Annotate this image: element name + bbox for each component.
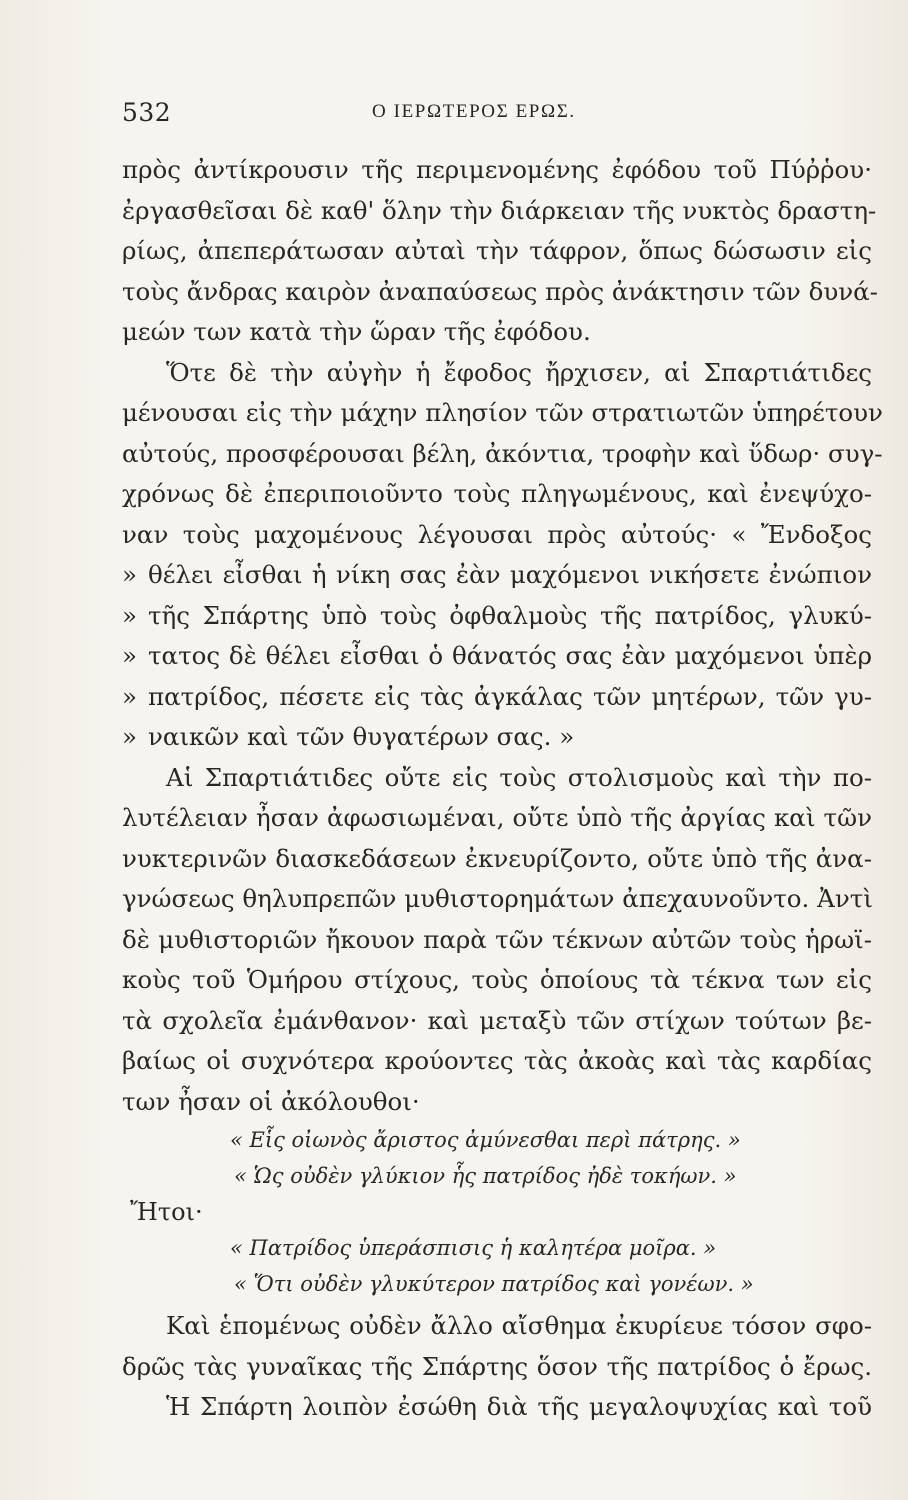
text-line: ἐργασθεῖσαι δὲ καθ' ὅλην τὴν διάρκειαν τῆς νυκτὸς δραστη- [122, 195, 877, 225]
text-line: αὐτούς, προσφέρουσαι βέλη, ἀκόντια, τροφὴν καὶ ὕδωρ· συγ- [122, 438, 883, 468]
quote-mark: » [122, 681, 137, 711]
text-line: τὰ σχολεῖα ἐμάνθανον· καὶ μεταξὺ τῶν στίχων τούτων βε- [122, 1005, 872, 1035]
paragraph-2 [122, 353, 883, 556]
quote-text: τατος δὲ θέλει εἶσθαι ὁ θάνατός σας ἐὰν μαχόμενοι ὑπὲρ [148, 641, 872, 670]
paragraph-1 [122, 150, 878, 353]
text-line: δρῶς τὰς γυναῖκας τῆς Σπάρτης ὅσον τῆς πατρίδος ὁ ἔρως. [122, 1351, 872, 1381]
page-number: 532 [122, 98, 172, 127]
quote-line [122, 636, 872, 677]
text-line: χρόνως δὲ ἐπεριποιοῦντο τοὺς πληγωμένους, καὶ ἐνεψύχο- [122, 479, 872, 508]
quote-text: ναικῶν καὶ τῶν θυγατέρων σας. » [148, 722, 575, 751]
verse-block-2 [122, 1230, 872, 1302]
text-line: μένουσαι εἰς τὴν μάχην πλησίον τῶν στρατιωτῶν ὑπηρέτουν [122, 398, 883, 427]
quote-line [122, 677, 872, 718]
text-line: Αἱ Σπαρτιάτιδες οὔτε εἰς τοὺς στολισμοὺς καὶ τὴν πο- [166, 762, 872, 792]
quote-line [122, 555, 872, 596]
text-line: βαίως οἱ συχνότερα κρούοντες τὰς ἀκοὰς καὶ τὰς καρδίας [122, 1046, 872, 1075]
verse-line: « Ὅτι οὐδὲν γλυκύτερον πατρίδος καὶ γονέων. » [234, 1272, 754, 1296]
text-line: νυκτερινῶν διασκεδάσεων ἐκνευρίζοντο, οὔτε ὑπὸ τῆς ἀνα- [122, 843, 872, 873]
quote-text: πατρίδος, πέσετε εἰς τὰς ἀγκάλας τῶν μητέρων, τῶν γυ- [148, 681, 872, 711]
verse-line: « Ὡς οὐδὲν γλύκιον ἧς πατρίδος ἠδὲ τοκήων. » [234, 1164, 737, 1188]
speech-quote [122, 555, 872, 758]
body-text [122, 150, 883, 1428]
text-line: πρὸς ἀντίκρουσιν τῆς περιμενομένης ἐφόδου τοῦ Πύῤῥου· [122, 155, 872, 184]
quote-mark: » [122, 641, 137, 670]
quote-mark: » [122, 600, 137, 630]
paragraph-4 [122, 1306, 872, 1428]
quote-mark: » [122, 722, 137, 751]
text-line: ναν τοὺς μαχομένους λέγουσαι πρὸς αὐτούς· « Ἔνδοξος [122, 519, 872, 549]
quote-mark: » [122, 560, 137, 589]
paragraph-3 [122, 758, 872, 1123]
verse-line: « Πατρίδος ὑπεράσπισις ἡ καλητέρα μοῖρα. » [230, 1236, 717, 1260]
text-line: Ἡ Σπάρτη λοιπὸν ἐσώθη διὰ τῆς μεγαλοψυχίας καὶ τοῦ [166, 1392, 872, 1421]
running-title: Ο ΙΕΡΩΤΕΡΟΣ ΕΡΩΣ. [372, 101, 576, 122]
text-line: γνώσεως θηλυπρεπῶν μυθιστορημάτων ἀπεχαυνοῦντο. Ἀντὶ [122, 884, 873, 913]
text-line: μεών των κατὰ τὴν ὥραν τῆς ἐφόδου. [122, 317, 591, 346]
ptoi-label: Ἤτοι· [130, 1198, 203, 1226]
text-line: των ἦσαν οἱ ἀκόλουθοι· [122, 1086, 420, 1116]
text-line: λυτέλειαν ἦσαν ἀφωσιωμέναι, οὔτε ὑπὸ τῆς ἀργίας καὶ τῶν [122, 803, 872, 832]
quote-line [122, 596, 872, 637]
text-line: κοὺς τοῦ Ὁμήρου στίχους, τοὺς ὁποίους τὰ τέκνα των εἰς [122, 965, 872, 994]
quote-line [122, 717, 872, 758]
text-line: ρίως, ἀπεπεράτωσαν αὐταὶ τὴν τάφρον, ὅπως δώσωσιν εἰς [122, 236, 872, 265]
verse-block-1 [122, 1122, 872, 1194]
text-line: Καὶ ἑπομένως οὐδὲν ἄλλο αἴσθημα ἐκυρίευε τόσον σφο- [166, 1311, 872, 1340]
verse-line: « Εἷς οἰωνὸς ἄριστος ἀμύνεσθαι περὶ πάτρης. » [230, 1128, 741, 1152]
text-line: δὲ μυθιστοριῶν ἤκουον παρὰ τῶν τέκνων αὐτῶν τοὺς ἡρωϊ- [122, 924, 872, 954]
text-line: Ὅτε δὲ τὴν αὐγὴν ἡ ἔφοδος ἤρχισεν, αἱ Σπαρτιάτιδες [166, 357, 872, 387]
quote-text: τῆς Σπάρτης ὑπὸ τοὺς ὀφθαλμοὺς τῆς πατρίδος, γλυκύ- [148, 600, 872, 630]
text-line: τοὺς ἄνδρας καιρὸν ἀναπαύσεως πρὸς ἀνάκτησιν τῶν δυνά- [122, 276, 878, 306]
page-header [122, 98, 872, 138]
quote-text: θέλει εἶσθαι ἡ νίκη σας ἐὰν μαχόμενοι νικήσετε ἐνώπιον [148, 560, 872, 589]
